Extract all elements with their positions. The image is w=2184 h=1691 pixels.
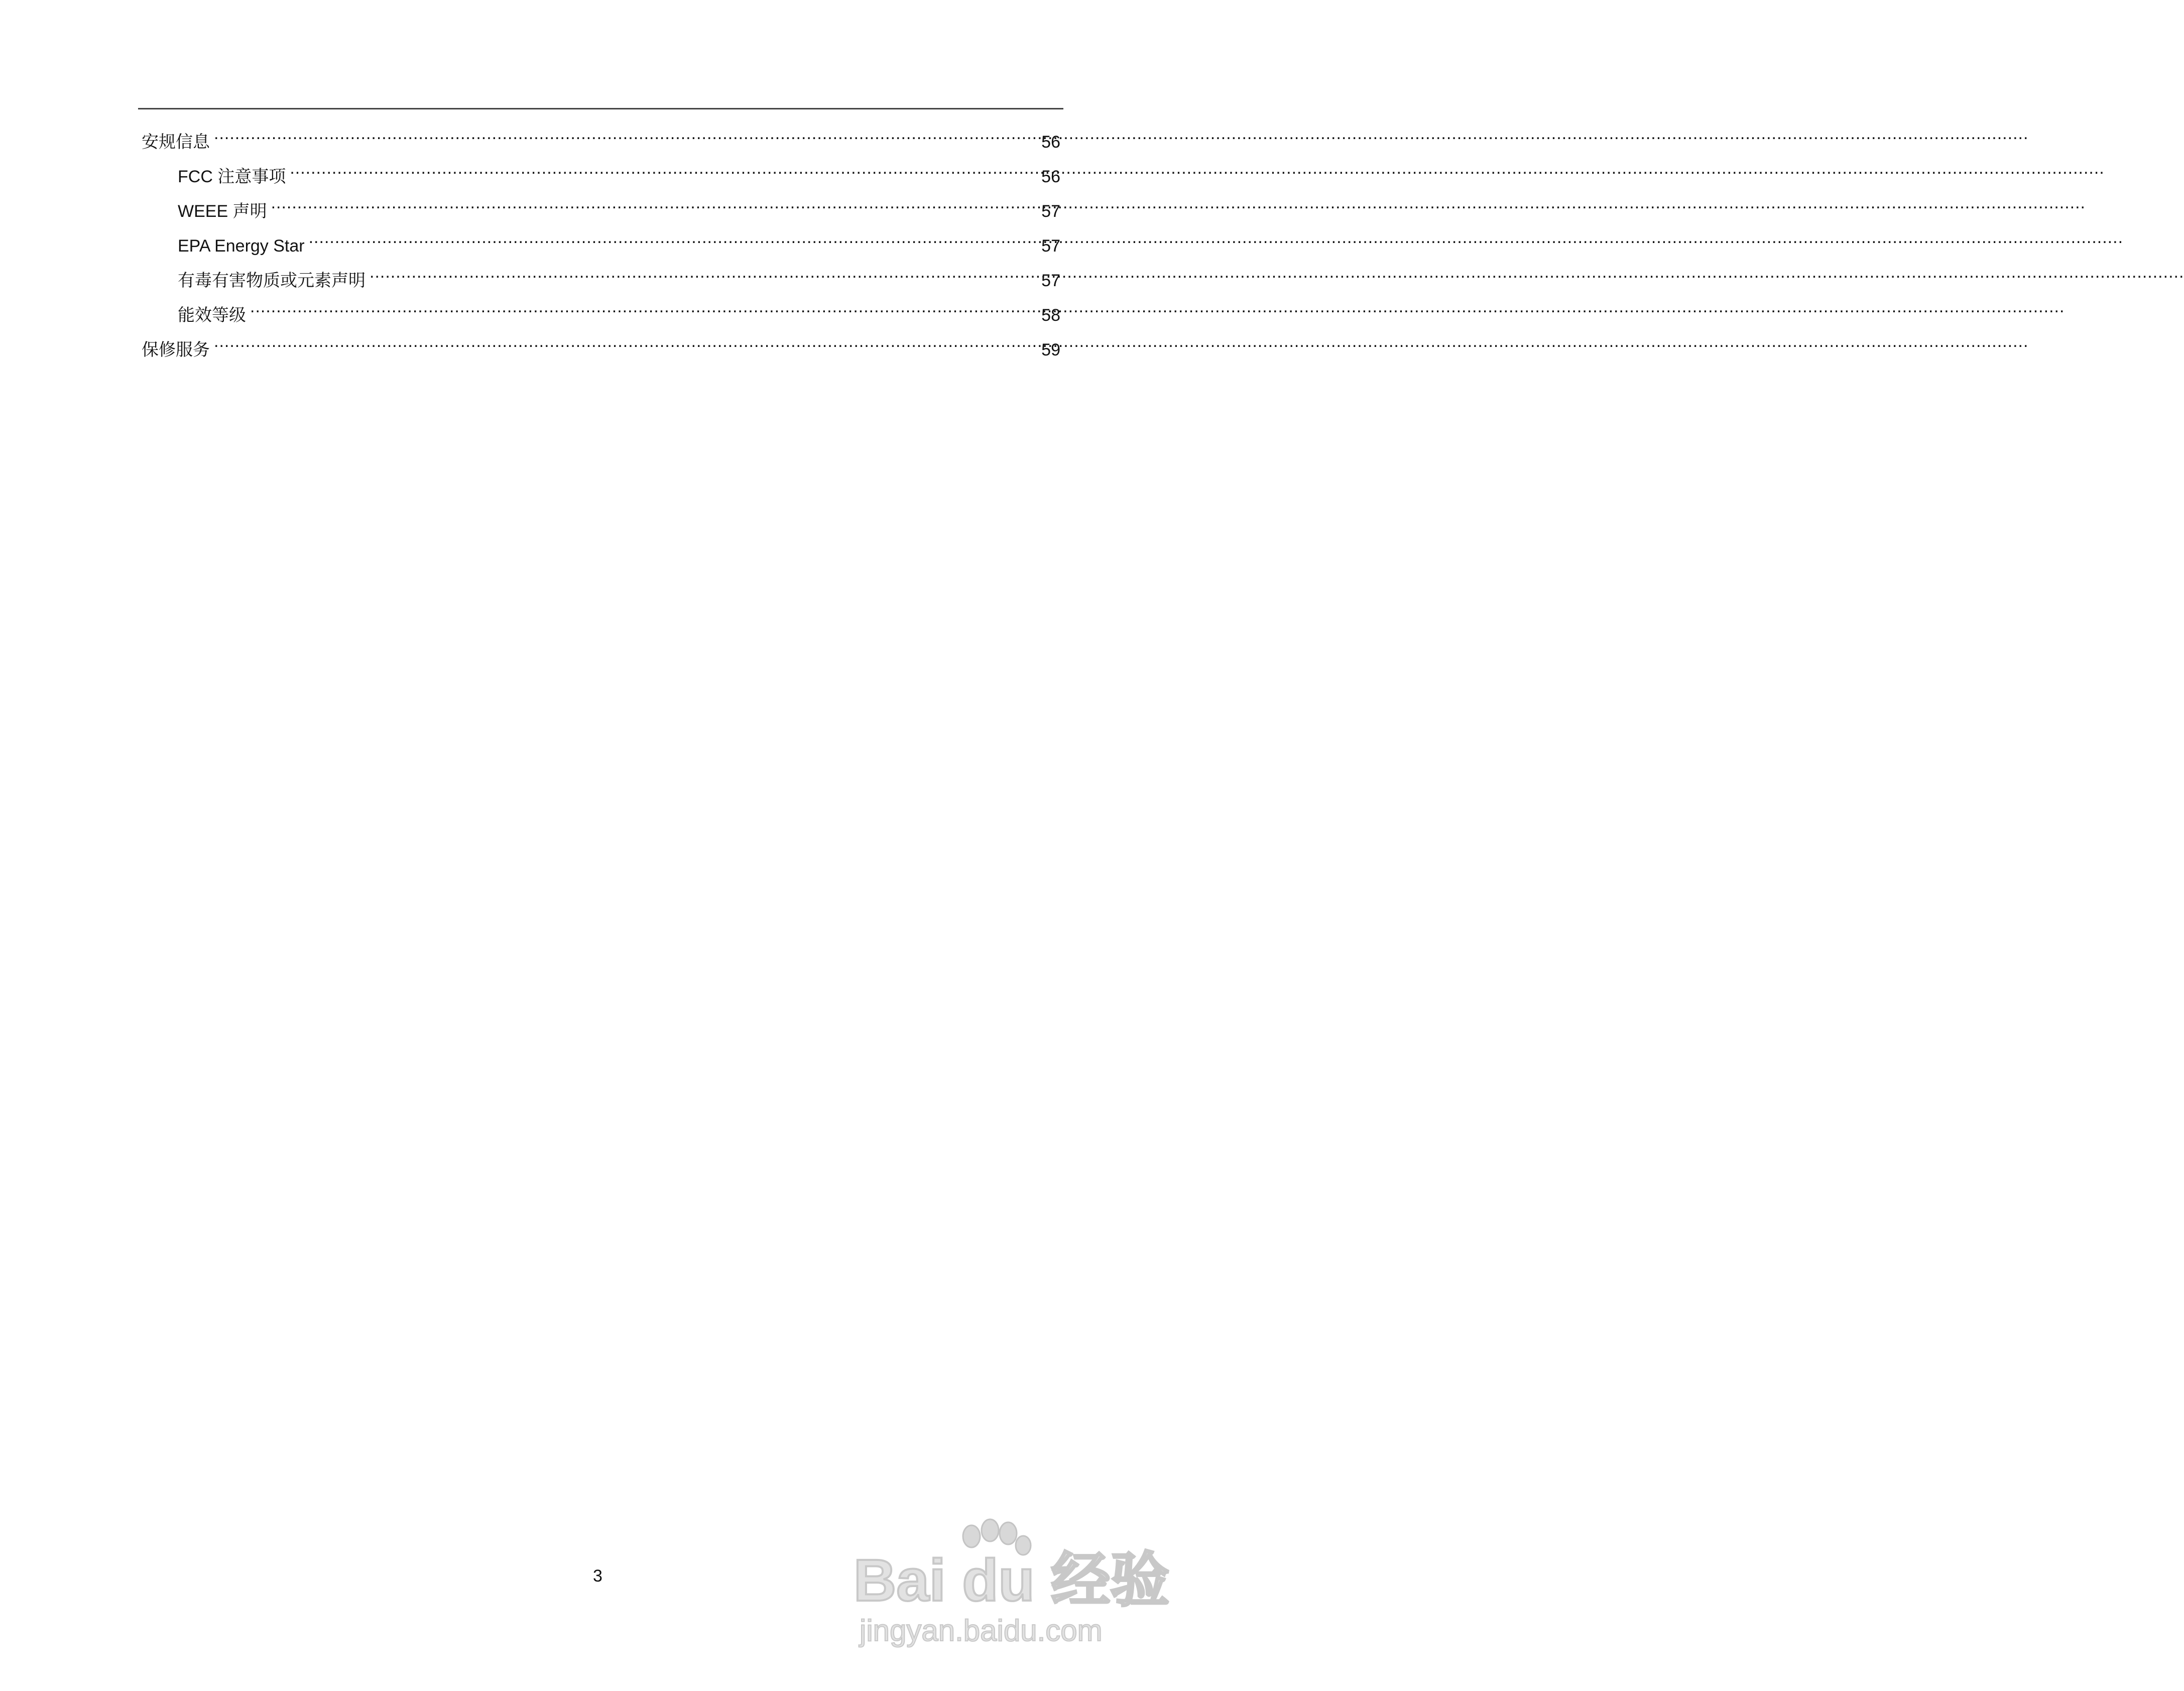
toc-entry-title: 能效等级 [178,306,246,325]
toc-entry-title: FCC 注意事项 [178,167,286,186]
toc-entry-title: 安规信息 [142,133,210,152]
toc-leader-dots [214,327,1040,355]
toc-entry-safety-info[interactable] [142,119,1060,154]
header-rule [138,108,1063,109]
toc-leader-dots [271,189,1041,217]
toc-leader-dots [290,154,1040,182]
toc-entry-fcc[interactable] [142,154,1060,189]
toc-leader-dots [250,293,1040,321]
toc-leader-dots [309,223,1041,252]
toc-leader-dots [214,119,1040,148]
toc-entry-page: 57 [1041,202,1060,221]
toc-entry-page: 57 [1041,236,1060,256]
toc-entry-weee[interactable] [142,189,1060,223]
toc-entry-page: 59 [1041,340,1060,359]
watermark-brand: Bai du 经验 [854,1547,1170,1614]
toc-entry-hazardous-substances[interactable] [142,258,1060,293]
toc-entry-page: 58 [1041,306,1060,325]
toc-entry-energy-rating[interactable] [142,293,1060,327]
table-of-contents [142,119,1060,362]
toc-entry-warranty[interactable] [142,327,1060,362]
toc-leader-dots [370,258,1040,286]
toc-entry-title: EPA Energy Star [178,236,305,256]
toc-entry-page: 56 [1041,167,1060,186]
toc-entry-page: 56 [1041,133,1060,152]
page-number: 3 [593,1566,602,1586]
watermark-url: jingyan.baidu.com [860,1614,1103,1647]
toc-entry-page: 57 [1041,271,1060,290]
toc-entry-title: 有毒有害物质或元素声明 [178,271,366,290]
baidu-jingyan-watermark [848,1516,1170,1652]
toc-entry-title: WEEE 声明 [178,202,267,221]
toc-entry-energy-star[interactable] [142,223,1060,258]
toc-entry-title: 保修服务 [142,340,210,359]
